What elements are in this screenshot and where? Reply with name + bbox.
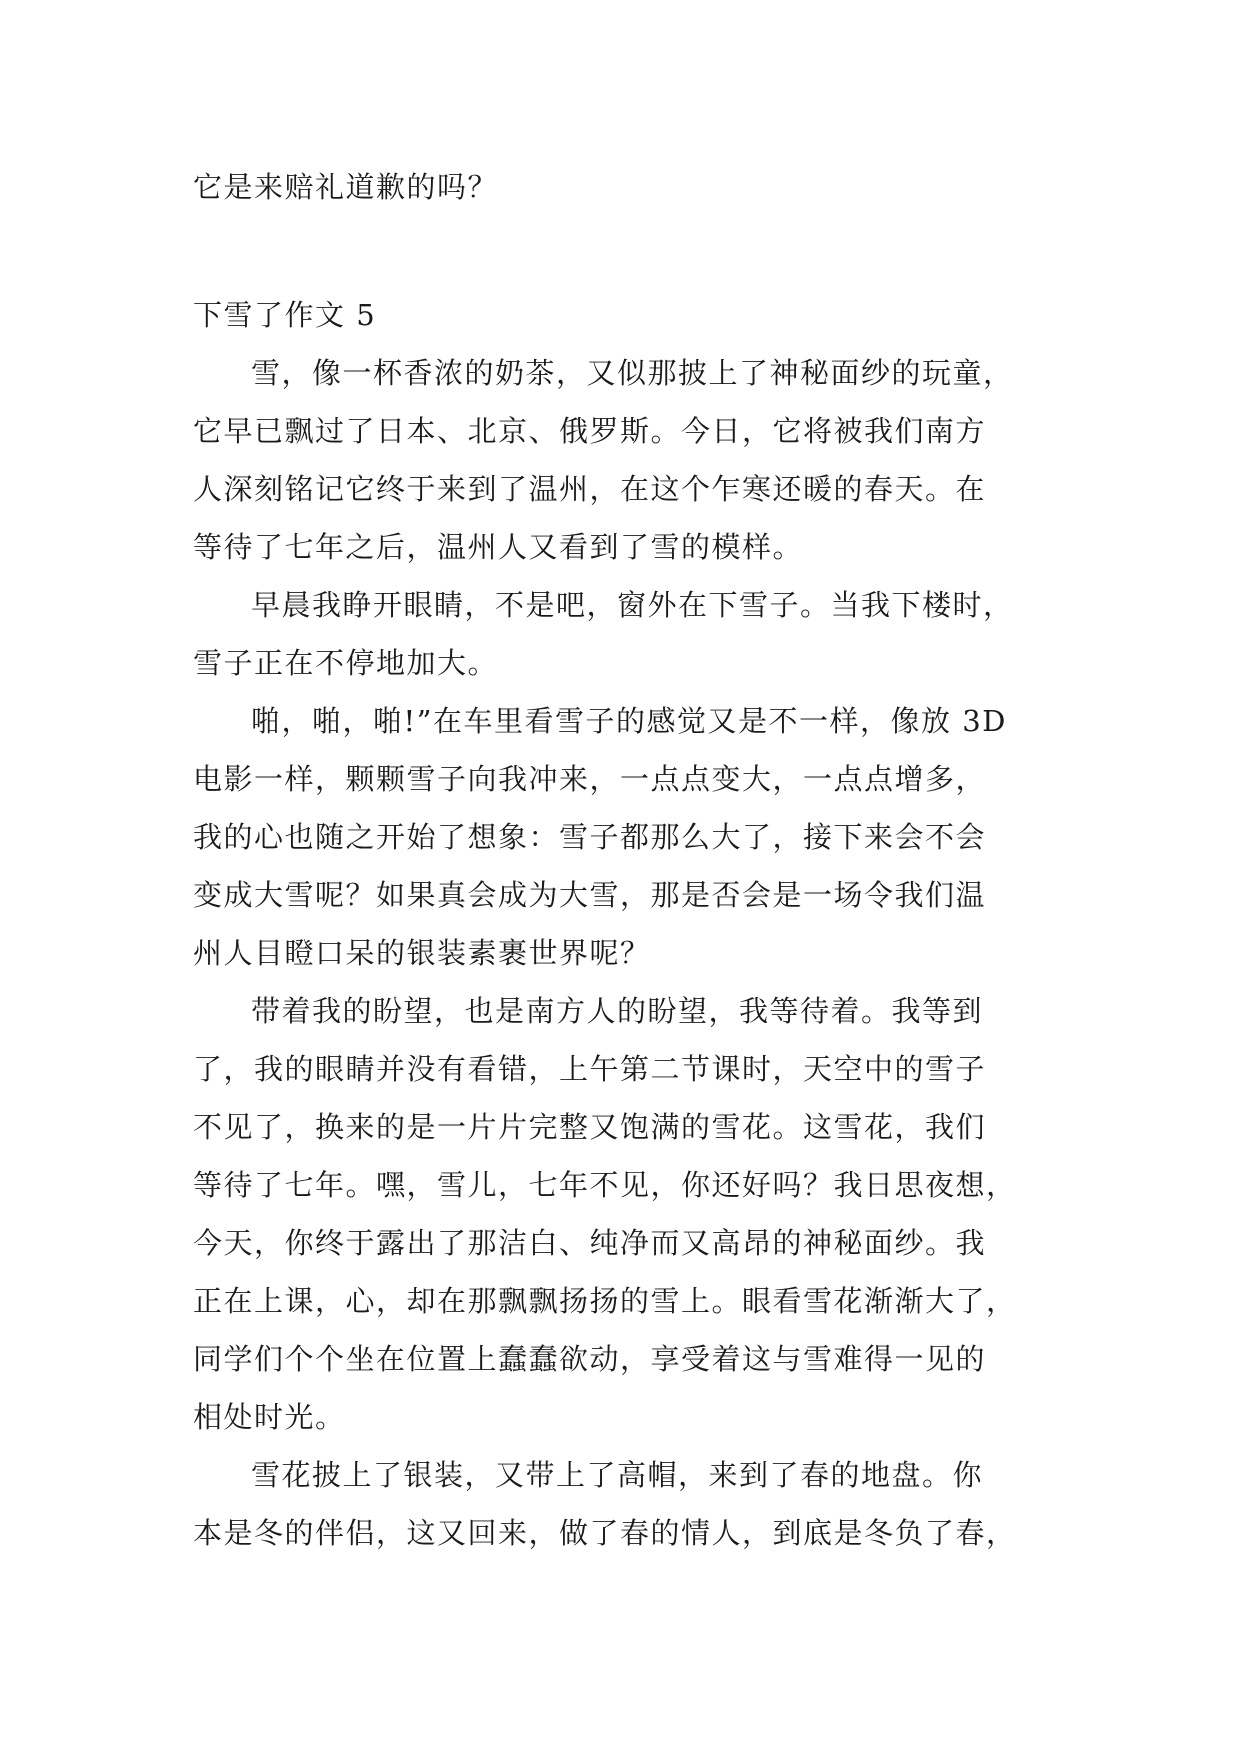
text-line: 等待了七年。嘿，雪儿，七年不见，你还好吗？我日思夜想， <box>193 1168 1017 1202</box>
text-line: 人深刻铭记它终于来到了温州，在这个乍寒还暖的春天。在 <box>193 472 987 506</box>
paragraph <box>193 982 1053 1446</box>
text-line: 等待了七年之后，温州人又看到了雪的模样。 <box>193 530 804 564</box>
text-line: 雪，像一杯香浓的奶茶，又似那披上了神秘面纱的玩童， <box>251 356 1014 390</box>
text-line: 变成大雪呢？如果真会成为大雪，那是否会是一场令我们温 <box>193 878 987 912</box>
paragraph <box>193 344 1053 576</box>
text-line: 同学们个个坐在位置上蠢蠢欲动，享受着这与雪难得一见的 <box>193 1342 987 1376</box>
text-line: 今天，你终于露出了那洁白、纯净而又高昂的神秘面纱。我 <box>193 1226 987 1260</box>
essay-heading: 下雪了作文 5 <box>193 298 377 332</box>
text-line: 不见了，换来的是一片片完整又饱满的雪花。这雪花，我们 <box>193 1110 987 1144</box>
paragraph <box>193 1446 1053 1562</box>
text-line: 它早已飘过了日本、北京、俄罗斯。今日，它将被我们南方 <box>193 414 987 448</box>
continuation-line: 它是来赔礼道歉的吗？ <box>193 170 499 204</box>
text-line: 正在上课，心，却在那飘飘扬扬的雪上。眼看雪花渐渐大了， <box>193 1284 1017 1318</box>
text-line: 雪子正在不停地加大。 <box>193 646 499 680</box>
section-gap <box>193 216 1053 286</box>
paragraph <box>193 576 1053 692</box>
text-line: 相处时光。 <box>193 1400 346 1434</box>
paragraph <box>193 692 1053 982</box>
text-line: 雪花披上了银装，又带上了高帽，来到了春的地盘。你 <box>251 1458 984 1492</box>
text-line: 带着我的盼望，也是南方人的盼望，我等待着。我等到 <box>251 994 984 1028</box>
text-line: 我的心也随之开始了想象：雪子都那么大了，接下来会不会 <box>193 820 987 854</box>
text-line: 本是冬的伴侣，这又回来，做了春的情人，到底是冬负了春， <box>193 1516 1017 1550</box>
document-body <box>193 158 1053 1562</box>
text-line: 了，我的眼睛并没有看错，上午第二节课时，天空中的雪子 <box>193 1052 987 1086</box>
text-line: 啪，啪，啪!”在车里看雪子的感觉又是不一样，像放 3D <box>251 704 1007 738</box>
text-line: 州人目瞪口呆的银装素裹世界呢？ <box>193 936 651 970</box>
text-line: 早晨我睁开眼睛，不是吧，窗外在下雪子。当我下楼时， <box>251 588 1014 622</box>
text-line: 电影一样，颗颗雪子向我冲来，一点点变大，一点点增多， <box>193 762 987 796</box>
